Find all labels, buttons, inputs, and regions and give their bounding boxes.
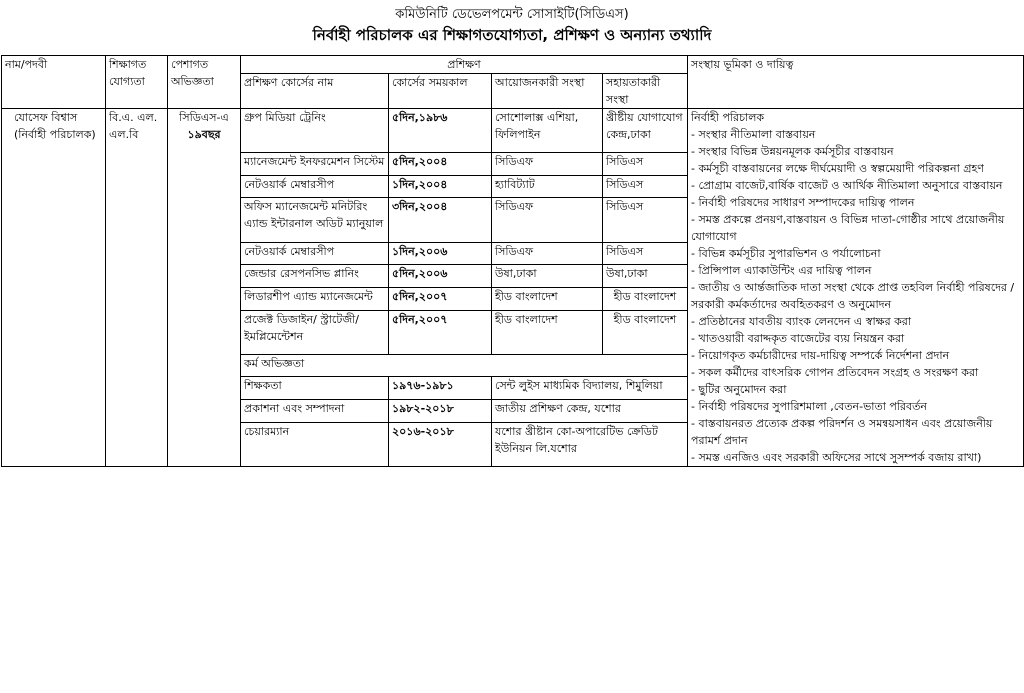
role-title: নির্বাহী পরিচালক (691, 111, 765, 124)
duty-item: - নির্বাহী পরিষদের সুপারিশমালা ,বেতন-ভাতা পরিবর্তন (691, 400, 928, 413)
header-row (2, 56, 1024, 74)
work-position: প্রকাশনা এবং সম্পাদনা (241, 400, 389, 423)
training-supporter: হীড বাংলাদেশ (603, 287, 688, 310)
work-period: ১৯৮২-২০১৮ (389, 400, 492, 423)
col-course-duration-header: কোর্সের সময়কাল (389, 74, 492, 109)
training-course: ম্যানেজমেন্ট ইনফরমেশন সিস্টেম (241, 153, 389, 176)
training-duration: ৩দিন,২০০৪ (389, 198, 492, 242)
training-duration: ৫দিন,১৯৮৬ (389, 109, 492, 153)
duty-item: - সংস্থার নীতিমালা বাস্তবায়ন (691, 128, 816, 141)
duty-item: - জাতীয় ও আর্ন্তজাতিক দাতা সংস্থা থেকে প্রাপ্ত তহবিল নির্বাহী পরিষদের /সরকারী কর্মকর্তাদের অবহিতকরণ ও অনুমোদন (691, 281, 1015, 311)
training-supporter: হীড বাংলাদেশ (603, 310, 688, 354)
duty-item: - নির্বাহী পরিষদের সাধারণ সম্পাদকের দায়িত্ব পালন (691, 196, 915, 209)
training-course: গ্রুপ মিডিয়া ট্রেনিং (241, 109, 389, 153)
training-organizer: উষা,ঢাকা (492, 265, 603, 288)
col-education-header: শিক্ষাগত যোগ্যতা (106, 56, 168, 109)
duty-item: - সংস্থার বিভিন্ন উন্নয়নমূলক কর্মসূচীর বাস্তবায়ন (691, 145, 894, 158)
duty-item: - প্রোগ্রাম বাজেট,বার্ষিক বাজেট ও আর্থিক নীতিমালা অনুসারে বাস্তবায়ন (691, 179, 1003, 192)
duty-item: - সমস্ত এনজিও এবং সরকারী অফিসের সাথে সুসম্পর্ক বজায় রাখা) (691, 451, 982, 464)
work-period: ২০১৬-২০১৮ (389, 422, 492, 466)
profile-table (1, 55, 1024, 467)
training-course: নেটওয়ার্ক মেম্বারসীপ (241, 242, 389, 265)
document-title: নির্বাহী পরিচালক এর শিক্ষাগতযোগ্যতা, প্রশিক্ষণ ও অন্যান্য তথ্যাদি (312, 26, 712, 44)
duty-item: - সকল কর্মীদের বাৎসরিক গোপন প্রতিবেদন সংগ্রহ ও সংরক্ষণ করা (691, 366, 979, 379)
duties-list (691, 126, 1020, 466)
work-position: চেয়ারম্যান (241, 422, 389, 466)
training-course: লিডারশীপ এ্যান্ড ম্যানেজমেন্ট (241, 287, 389, 310)
col-supporter-header: সহায়তাকারী সংস্থা (603, 74, 688, 109)
training-course: প্রজেক্ট ডিজাইন/ স্ট্রাটেজী/ ইমপ্লিমেন্টেশন (241, 310, 389, 354)
training-duration: ৫দিন,২০০৪ (389, 153, 492, 176)
training-duration: ৫দিন,২০০৬ (389, 265, 492, 288)
training-organizer: হ্যাবিট্যাট (492, 175, 603, 198)
training-organizer: হীড বাংলাদেশ (492, 310, 603, 354)
experience-years: ১৯বছর (187, 128, 221, 141)
duty-item: - প্রিন্সিপাল এ্যাকাউন্টিং এর দায়িত্ব পালন (691, 264, 872, 277)
training-supporter: সিডিএস (603, 198, 688, 242)
training-duration: ৫দিন,২০০৭ (389, 287, 492, 310)
training-duration: ১দিন,২০০৪ (389, 175, 492, 198)
training-course: জেন্ডার রেসপনসিভ প্লানিং (241, 265, 389, 288)
work-period: ১৯৭৬-১৯৮১ (389, 377, 492, 400)
work-organization: সেন্ট লুইস মাধ্যমিক বিদ্যালয়, শিমুলিয়া (492, 377, 688, 400)
person-experience (168, 109, 241, 467)
training-supporter: সিডিএস (603, 242, 688, 265)
training-organizer: সিডিএফ (492, 198, 603, 242)
training-organizer: সিডিএফ (492, 153, 603, 176)
training-organizer: সিডিএফ (492, 242, 603, 265)
training-supporter: উষা,ঢাকা (603, 265, 688, 288)
duty-item: - নিয়োগকৃত কর্মচারীদের দায়-দায়িত্ব সম্পর্কে নির্দেশনা প্রদান (691, 349, 950, 362)
training-row (2, 109, 1024, 153)
work-position: শিক্ষকতা (241, 377, 389, 400)
training-supporter: খ্রীষ্টীয় যোগাযোগ কেন্দ্র,ঢাকা (603, 109, 688, 153)
duty-item: - ছুটির অনুমোদন করা (691, 383, 787, 396)
col-course-name-header: প্রশিক্ষণ কোর্সের নাম (241, 74, 389, 109)
experience-org: সিডিএস-এ (179, 111, 229, 124)
duty-item: - বাস্তবায়নরত প্রত্যেক প্রকল্প পরিদর্শন ও সমন্বয়সাধন এবং প্রয়োজনীয় পরামর্শ প্রদান (691, 417, 993, 447)
training-course: নেটওয়ার্ক মেম্বারসীপ (241, 175, 389, 198)
work-experience-heading: কর্ম অভিজ্ঞতা (241, 354, 688, 377)
person-education: বি.এ. এল. এল.বি (106, 109, 168, 467)
col-organizer-header: আয়োজনকারী সংস্থা (492, 74, 603, 109)
document-header (0, 0, 1024, 46)
col-name-header: নাম/পদবী (2, 56, 106, 109)
person-name: যোসেফ বিশ্বাস (নির্বাহী পরিচালক) (2, 109, 106, 467)
col-experience-header: পেশাগত অভিজ্ঞতা (168, 56, 241, 109)
training-organizer: সোশোলাক্স এশিয়া, ফিলিপাইন (492, 109, 603, 153)
duty-item: - কর্মসূচী বাস্তবায়নের লক্ষে দীর্ঘমেয়াদী ও স্বল্পমেয়াদী পরিকল্পনা গ্রহণ (691, 162, 984, 175)
training-course: অফিস ম্যানেজমেন্ট মনিটরিং এ্যান্ড ইন্টারনাল অডিট ম্যানুয়াল (241, 198, 389, 242)
training-duration: ৫দিন,২০০৭ (389, 310, 492, 354)
training-organizer: হীড বাংলাদেশ (492, 287, 603, 310)
duty-item: - প্রতিষ্ঠানের যাবতীয় ব্যাংক লেনদেন এ স্বাক্ষর করা (691, 315, 912, 328)
work-organization: যশোর খ্রীষ্টান কো-অপারেটিভ ক্রেডিট ইউনিয়ন লি.যশোর (492, 422, 688, 466)
col-role-header: সংস্থায় ভূমিকা ও দায়িত্ব (688, 56, 1024, 109)
duty-item: - সমস্ত প্রকল্পে প্রনয়ণ,বাস্তবায়ন ও বিভিন্ন দাতা-গোষ্ঠীর সাথে প্রয়োজনীয় যোগাযোগ (691, 213, 1005, 243)
training-duration: ১দিন,২০০৬ (389, 242, 492, 265)
training-supporter: সিডিএস (603, 175, 688, 198)
work-organization: জাতীয় প্রশিক্ষণ কেন্দ্র, যশোর (492, 400, 688, 423)
training-supporter: সিডিএস (603, 153, 688, 176)
role-cell (688, 109, 1024, 467)
col-training-header: প্রশিক্ষণ (241, 56, 688, 74)
duty-item: - বিভিন্ন কর্মসূচীর সুপারভিশন ও পর্যালোচনা (691, 247, 881, 260)
duty-item: - খাতওয়ারী বরাদ্দকৃত বাজেটের ব্যয় নিয়ন্ত্রন করা (691, 332, 905, 345)
organization-name: কমিউনিটি ডেভেলপমেন্ট সোসাইটি(সিডিএস) (395, 7, 629, 22)
